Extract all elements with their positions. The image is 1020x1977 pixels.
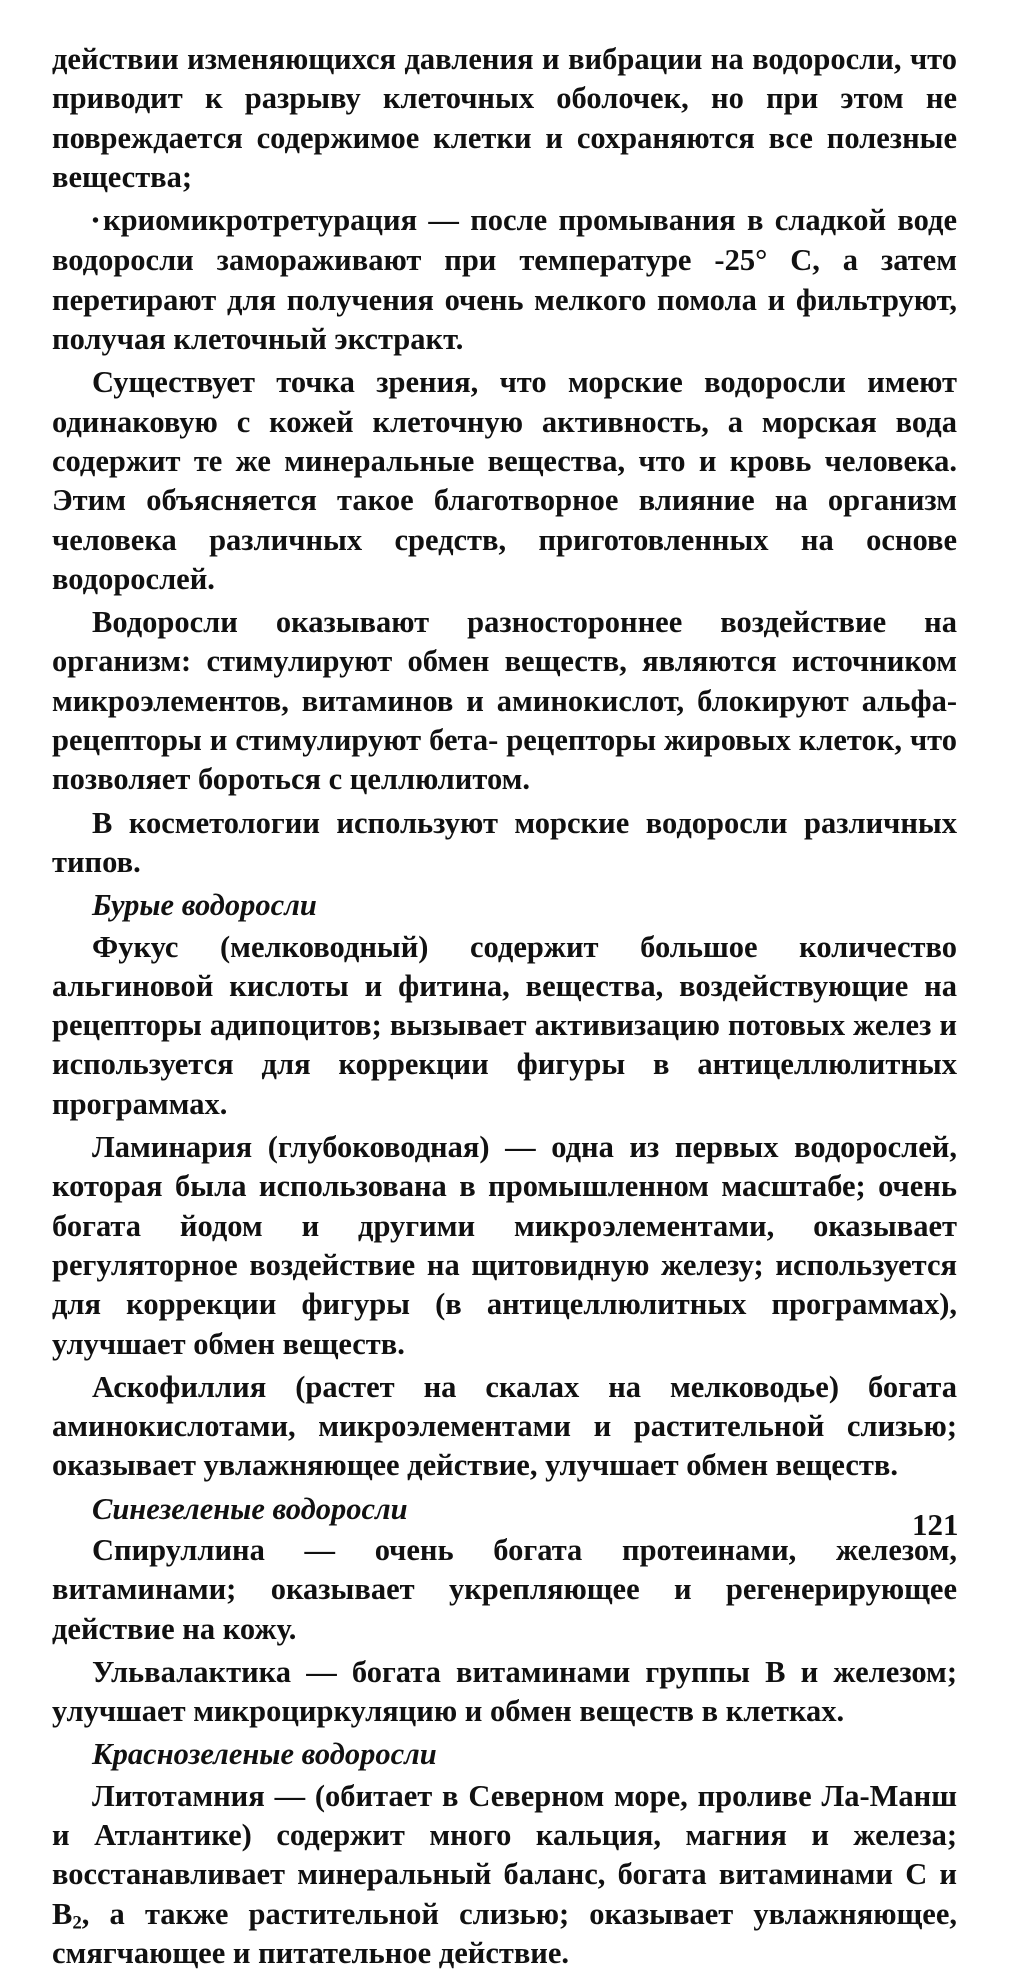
paragraph-viewpoint: Существует точка зрения, что морские водоросли имеют одинаковую с кожей клеточную активность, а морская вода содержит те же минеральные вещества, что и кровь человека. Этим объясняется такое благотворное влияние на организм человека различных средств, приготовленных на основе водорослей. [52, 365, 957, 596]
paragraph-effects: Водоросли оказывают разностороннее воздействие на организм: стимулируют обмен веществ, являются источником микроэлементов, витаминов и аминокислот, блокируют альфа-рецепторы и стимулируют бета- рецепторы жировых клеток, что позволяет бороться с целлюлитом. [52, 605, 957, 797]
bullet-text-cryo: криомикротретурация — после промывания в сладкой воде водоросли замораживают при температуре -25° С, а затем перетирают для получения очень мелкого помола и фильтруют, получая клеточный экстракт. [52, 203, 957, 357]
paragraph-laminaria: Ламинария (глубоководная) — одна из первых водорослей, которая была использована в промышленном масштабе; очень богата йодом и другими микроэлементами, оказывает регуляторное воздействие на щитовидную железу; используется для коррекции фигуры (в антицеллюлитных программах), улучшает обмен веществ. [52, 1130, 957, 1361]
paragraph-ascophyllum: Аскофиллия (растет на скалах на мелководье) богата аминокислотами, микроэлементами и растительной слизью; оказывает увлажняющее действие, улучшает обмен веществ. [52, 1369, 957, 1483]
heading-brown-algae: Бурые водоросли [92, 888, 317, 923]
page-body [52, 40, 957, 1977]
bullet-item-cryo [52, 201, 957, 359]
paragraph-types-intro: В косметологии используют морские водоросли различных типов. [52, 805, 957, 879]
lithothamnium-text-start: Литотамния — (обитает в Северном море, проливе Ла-Манш и Атлантике) содержит много кальция, магния и железа; восстанавливает минеральный баланс, богата витаминами С и В [52, 1778, 957, 1931]
lithothamnium-text-end: , а также растительной слизью; оказывает увлажняющее, смягчающее и питательное действие. [52, 1896, 957, 1970]
bullet-icon: • [92, 210, 100, 233]
heading-red-green-algae: Краснозеленые водоросли [92, 1737, 437, 1772]
vitamin-subscript: 2 [72, 1912, 82, 1934]
paragraph-ulvalactica: Ульвалактика — богата витаминами группы В и железом; улучшает микроциркуляцию и обмен веществ в клетках. [52, 1654, 957, 1729]
paragraph-fucus: Фукус (мелководный) содержит большое количество альгиновой кислоты и фитина, вещества, воздействующие на рецепторы адипоцитов; вызывает активизацию потовых желез и используется для коррекции фигуры в антицеллюлитных программах. [52, 929, 957, 1121]
heading-blue-green-algae: Синезеленые водоросли [92, 1491, 408, 1526]
paragraph-spirulina: Спируллина — очень богата протеинами, железом, витаминами; оказывает укрепляющее и регенерирующее действие на кожу. [52, 1532, 957, 1646]
page-number: 121 [912, 1507, 959, 1542]
paragraph-pressure-method: действии изменяющихся давления и вибрации на водоросли, что приводит к разрыву клеточных оболочек, но при этом не повреждается содержимое клетки и сохраняются все полезные вещества; [52, 42, 957, 194]
paragraph-lithothamnium [52, 1777, 957, 1973]
